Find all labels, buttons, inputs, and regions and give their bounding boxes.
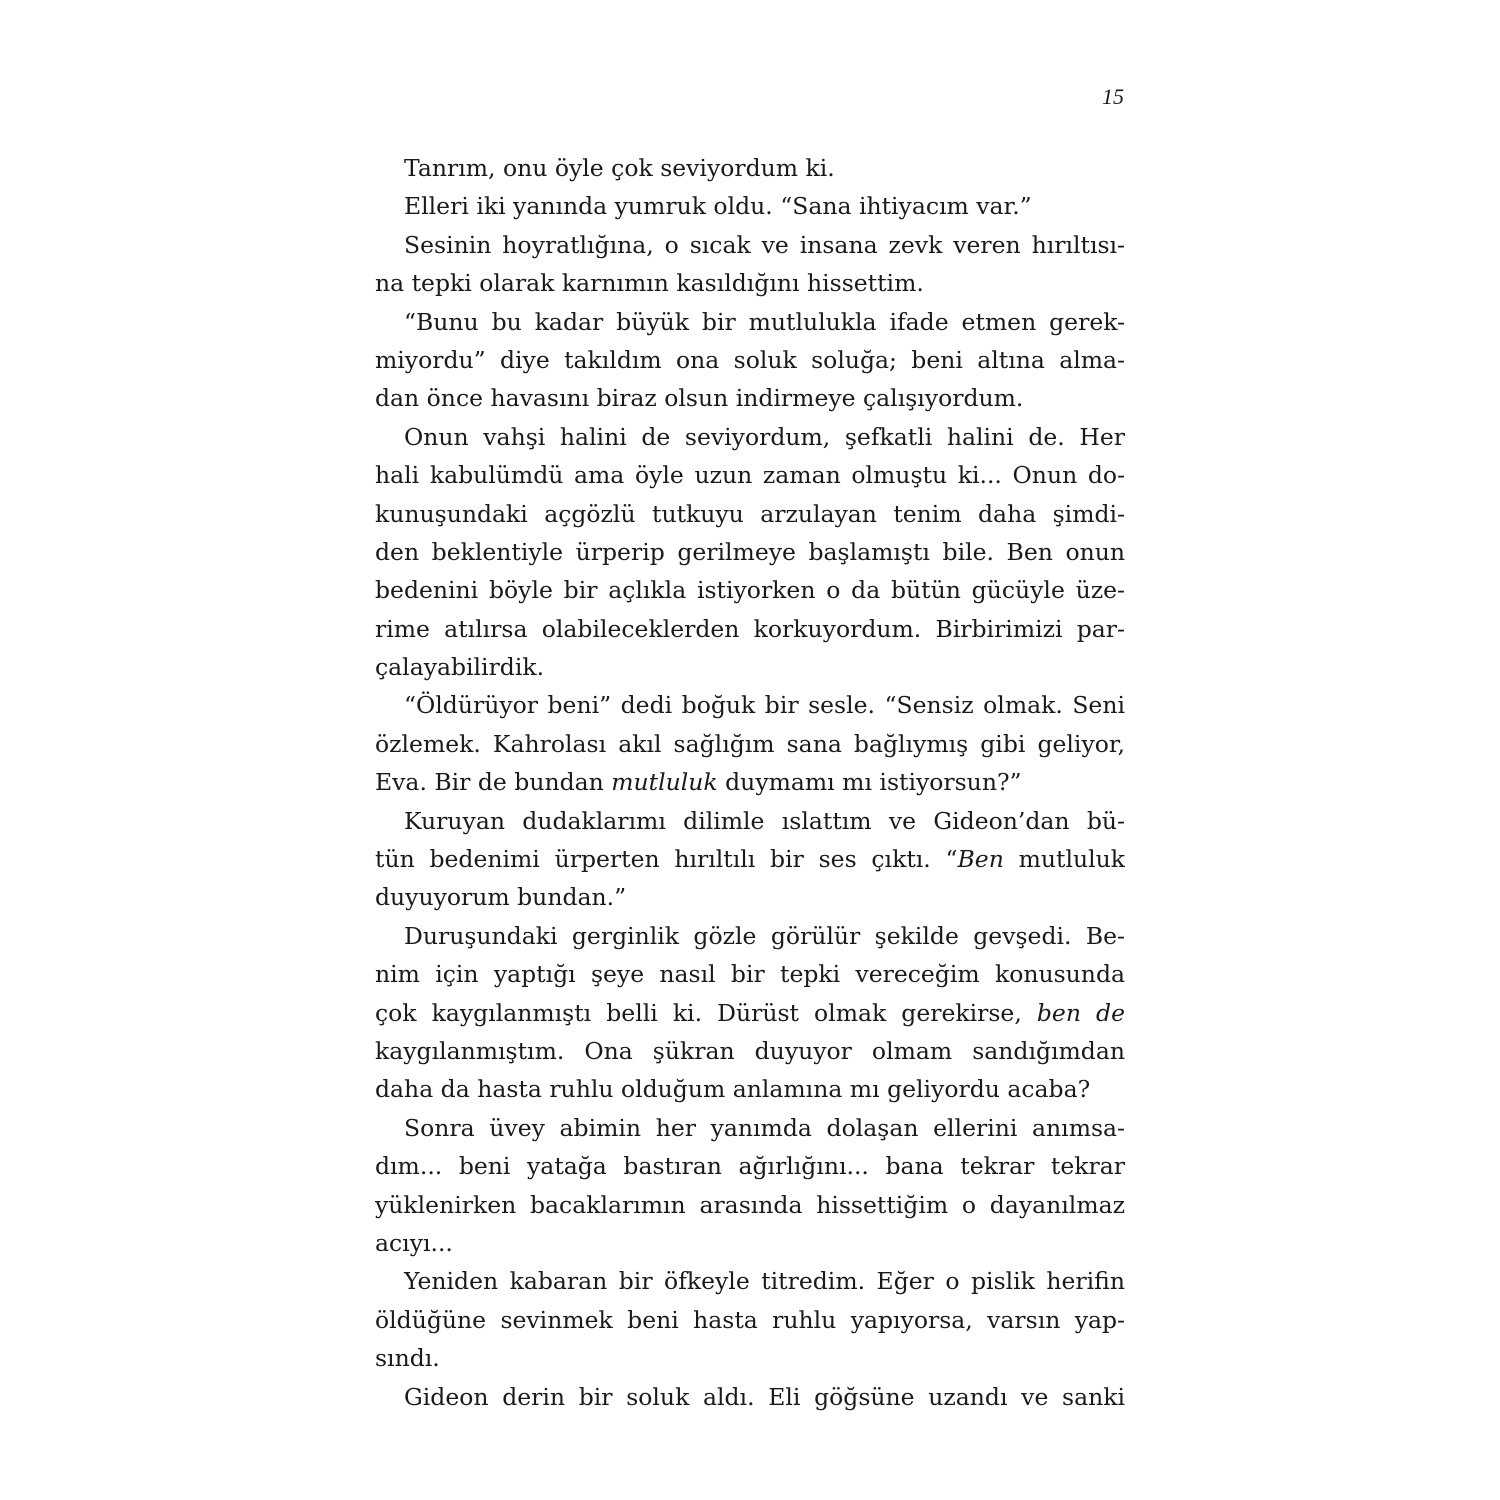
text-segment: Gideon derin bir soluk aldı. Eli göğsüne uzandı ve sanki <box>404 1382 1125 1411</box>
text-line <box>375 1070 1125 1108</box>
text-segment: kunuşundaki açgözlü tutkuyu arzulayan tenim daha şimdi- <box>375 499 1125 528</box>
text-line <box>375 149 1125 187</box>
text-segment: tün bedenimi ürperten hırıltılı bir ses çıktı. “ <box>375 845 958 874</box>
text-segment: “Öldürüyor beni” dedi boğuk bir sesle. “Sensiz olmak. Seni <box>404 691 1125 720</box>
text-line <box>375 495 1125 533</box>
text-line <box>375 533 1125 571</box>
text-segment: Onun vahşi halini de seviyordum, şefkatli halini de. Her <box>404 422 1125 451</box>
text-line <box>375 802 1125 840</box>
text-segment: Elleri iki yanında yumruk oldu. “Sana ihtiyacım var.” <box>404 192 1032 221</box>
text-line <box>375 187 1125 225</box>
italic-text: Ben <box>957 845 1004 874</box>
page-number: 15 <box>1102 84 1124 109</box>
text-line <box>375 1109 1125 1147</box>
text-segment: Tanrım, onu öyle çok seviyordum ki. <box>404 154 835 182</box>
text-line <box>375 1224 1125 1262</box>
text-segment: dım... beni yatağa bastıran ağırlığını... bana tekrar tekrar <box>375 1152 1125 1181</box>
text-line <box>375 341 1125 379</box>
text-segment: nim için yaptığı şeye nasıl bir tepki vereceğim konusunda <box>375 960 1125 989</box>
text-segment: “Bunu bu kadar büyük bir mutlulukla ifade etmen gerek- <box>404 307 1125 336</box>
italic-text: ben de <box>1036 998 1125 1027</box>
text-line <box>375 264 1125 302</box>
text-segment: çok kaygılanmıştı belli ki. Dürüst olmak gerekirse, <box>375 998 1037 1027</box>
text-line <box>375 379 1125 417</box>
text-segment: hali kabulümdü ama öyle uzun zaman olmuştu ki... Onun do- <box>375 461 1125 490</box>
body-text <box>375 149 1125 1416</box>
text-segment: duymamı mı istiyorsun?” <box>717 768 1022 797</box>
text-segment: mutluluk <box>1003 845 1125 874</box>
text-segment: duyuyorum bundan.” <box>375 883 627 912</box>
text-segment: bedenini böyle bir açlıkla istiyorken o da bütün gücüyle üze- <box>375 576 1125 605</box>
text-line <box>375 418 1125 456</box>
text-line <box>375 303 1125 341</box>
text-line <box>375 1032 1125 1070</box>
text-line <box>375 1301 1125 1339</box>
italic-text: mutluluk <box>611 768 718 797</box>
text-segment: yüklenirken bacaklarımın arasında hissettiğim o dayanılmaz <box>375 1190 1125 1219</box>
text-line <box>375 571 1125 609</box>
text-segment: Sonra üvey abimin her yanımda dolaşan ellerini anımsa- <box>404 1113 1125 1142</box>
text-segment: Sesinin hoyratlığına, o sıcak ve insana zevk veren hırıltısı- <box>404 230 1125 259</box>
text-line <box>375 610 1125 648</box>
text-line <box>375 1339 1125 1377</box>
text-line <box>375 648 1125 686</box>
text-line <box>375 994 1125 1032</box>
text-segment: özlemek. Kahrolası akıl sağlığım sana bağlıymış gibi geliyor, <box>375 729 1125 758</box>
text-line <box>375 1147 1125 1185</box>
text-line <box>375 1262 1125 1300</box>
text-line <box>375 878 1125 916</box>
text-segment: rime atılırsa olabileceklerden korkuyordum. Birbirimizi par- <box>375 614 1125 643</box>
text-segment: sındı. <box>375 1344 440 1373</box>
text-segment: den beklentiyle ürperip gerilmeye başlamıştı bile. Ben onun <box>375 537 1125 566</box>
text-segment: acıyı... <box>375 1228 453 1257</box>
text-line <box>375 456 1125 494</box>
text-line <box>375 1186 1125 1224</box>
text-line <box>375 917 1125 955</box>
text-line <box>375 686 1125 724</box>
text-segment: çalayabilirdik. <box>375 653 545 682</box>
text-segment: öldüğüne sevinmek beni hasta ruhlu yapıyorsa, varsın yap- <box>375 1305 1125 1334</box>
text-line <box>375 1378 1125 1416</box>
text-line <box>375 840 1125 878</box>
text-segment: Duruşundaki gerginlik gözle görülür şekilde gevşedi. Be- <box>404 921 1125 950</box>
text-line <box>375 226 1125 264</box>
text-segment: Yeniden kabaran bir öfkeyle titredim. Eğer o pislik herifin <box>404 1267 1125 1296</box>
text-segment: Kuruyan dudaklarımı dilimle ıslattım ve Gideon’dan bü- <box>404 806 1125 835</box>
text-segment: miyordu” diye takıldım ona soluk soluğa; beni altına alma- <box>375 345 1125 374</box>
text-line <box>375 955 1125 993</box>
text-segment: kaygılanmıştım. Ona şükran duyuyor olmam sandığımdan <box>375 1036 1125 1065</box>
text-segment: Eva. Bir de bundan <box>375 768 612 797</box>
text-segment: dan önce havasını biraz olsun indirmeye çalışıyordum. <box>375 384 1024 413</box>
text-line <box>375 725 1125 763</box>
text-segment: daha da hasta ruhlu olduğum anlamına mı geliyordu acaba? <box>375 1075 1091 1104</box>
text-segment: na tepki olarak karnımın kasıldığını hissettim. <box>375 269 924 298</box>
text-line <box>375 763 1125 801</box>
